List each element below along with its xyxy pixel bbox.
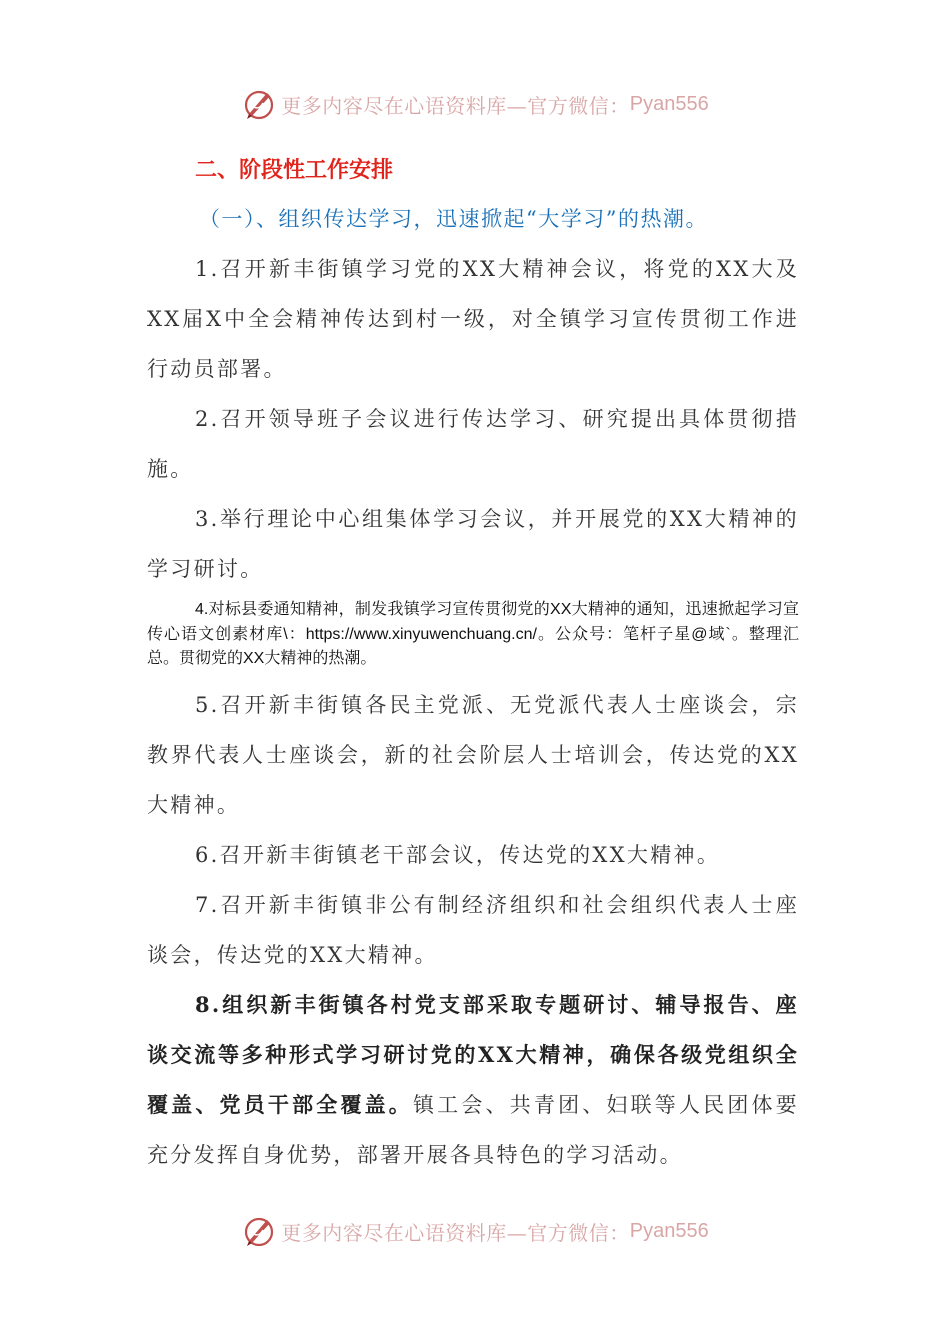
paragraph-1: 1.召开新丰街镇学习党的XX大精神会议，将党的XX大及XX届X中全会精神传达到村一级，对全镇学习宣传贯彻工作进行动员部署。: [147, 257, 799, 381]
paragraph-4: 4.对标县委通知精神，制发我镇学习宣传贯彻党的XX大精神的通知，迅速掀起学习宣传心语文创素材库\：https://www.xinyuwenchuang.cn/。公众号：笔杆子星@域`。整理汇总。贯彻党的XX大精神的热潮。: [147, 601, 799, 667]
header-watermark-banner: [0, 84, 950, 124]
banner-wechat-id: Pyan556: [629, 1219, 709, 1242]
paragraph-5: 5.召开新丰街镇各民主党派、无党派代表人士座谈会，宗教界代表人士座谈会，新的社会阶层人士培训会，传达党的XX大精神。: [147, 692, 799, 817]
pen-logo-icon: [241, 86, 277, 122]
banner-text: 更多内容尽在心语资料库—官方微信：: [281, 93, 630, 118]
banner-text: 更多内容尽在心语资料库—官方微信：: [281, 1220, 630, 1245]
paragraph-8-bold: 8.组织新丰街镇各村党支部采取专题研讨、辅导报告、座谈交流等多种形式学习研讨党的XX大精神，确保各级党组织全覆盖、党员干部全覆盖。: [147, 991, 799, 1117]
sub-title: （一）、组织传达学习，迅速掀起“大学习”的热潮。: [199, 207, 708, 231]
paragraph-7: 7.召开新丰街镇非公有制经济组织和社会组织代表人士座谈会，传达党的XX大精神。: [147, 892, 799, 967]
paragraph-3: 3.举行理论中心组集体学习会议，并开展党的XX大精神的学习研讨。: [147, 507, 799, 581]
paragraph-8-rest: 镇工会、共青团、妇联等人民团体要充分发挥自身优势，部署开展各具特色的学习活动。: [147, 1092, 799, 1167]
paragraph-6: 6.召开新丰街镇老干部会议，传达党的XX大精神。: [195, 842, 721, 867]
section-title: 二、阶段性工作安排: [195, 158, 394, 183]
document-body: [147, 148, 799, 1180]
footer-watermark-banner: [0, 1211, 950, 1251]
paragraph-8: [147, 980, 799, 1180]
paragraph-2: 2.召开领导班子会议进行传达学习、研究提出具体贯彻措施。: [147, 407, 799, 481]
banner-wechat-id: Pyan556: [629, 92, 709, 115]
pen-logo-icon: [241, 1213, 277, 1249]
